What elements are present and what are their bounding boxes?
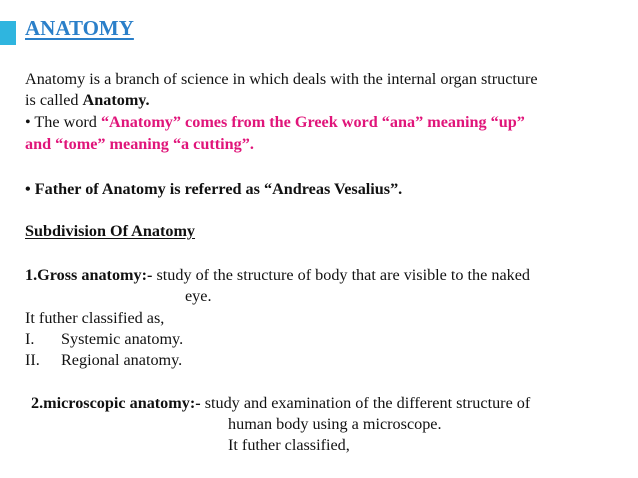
list-item [25, 351, 182, 369]
list-item [25, 330, 183, 348]
intro-line-1: Anatomy is a branch of science in which deals with the internal organ structure [25, 70, 538, 88]
gross-anatomy-text: study of the structure of body that are visible to the naked [152, 266, 531, 284]
word-origin-bullet: • The word [25, 113, 101, 131]
list-item-number: I. [25, 330, 35, 348]
gross-anatomy-cont: eye. [185, 287, 212, 305]
word-origin-highlight-2: and “tome” meaning “a cutting”. [25, 135, 254, 153]
slide-title: ANATOMY [25, 16, 134, 40]
intro-anatomy-term: Anatomy. [82, 91, 150, 109]
intro-line-2-text: is called [25, 91, 83, 109]
father-of-anatomy: • Father of Anatomy is referred as “Andreas Vesalius”. [25, 180, 403, 198]
microscopic-classified: It futher classified, [228, 436, 350, 454]
word-origin-highlight-1: “Anatomy” comes from the Greek word “ana” meaning “up” [100, 113, 525, 131]
intro-line-2 [25, 91, 150, 109]
list-item-label: Regional anatomy. [61, 351, 183, 369]
word-origin-line-1 [25, 113, 525, 131]
title-accent-bar [0, 21, 16, 45]
gross-classified: It futher classified as, [25, 309, 165, 327]
gross-anatomy-term: 1.Gross anatomy:- [25, 266, 153, 284]
subdivision-heading: Subdivision Of Anatomy [25, 222, 196, 240]
microscopic-anatomy-text: study and examination of the different structure of [200, 394, 531, 412]
list-item-label: Systemic anatomy. [61, 330, 184, 348]
microscopic-anatomy-term: 2.microscopic anatomy:- [31, 394, 201, 412]
microscopic-anatomy-cont: human body using a microscope. [228, 415, 442, 433]
list-item-number: II. [25, 351, 40, 369]
gross-anatomy-line [25, 266, 530, 284]
microscopic-anatomy-line [31, 394, 530, 412]
